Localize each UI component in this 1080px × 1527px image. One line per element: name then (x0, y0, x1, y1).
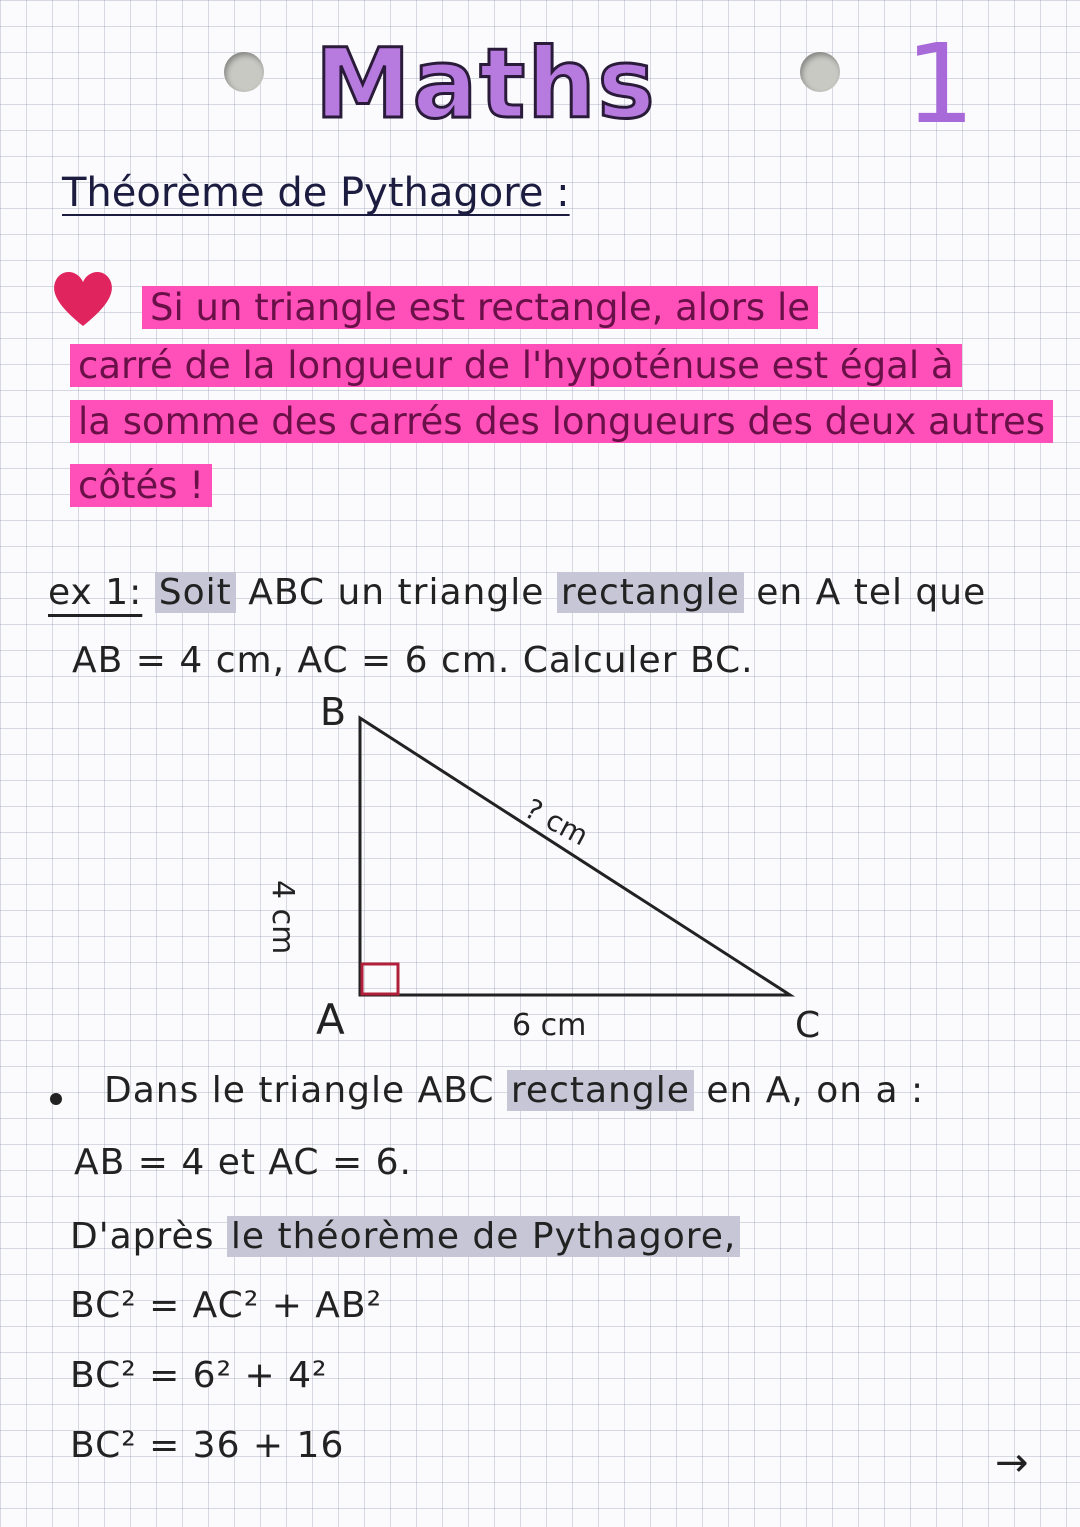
triangle-figure (300, 690, 840, 1050)
side-ac-label: 6 cm (512, 1008, 587, 1043)
side-ab-label: 4 cm (265, 880, 300, 955)
continue-arrow-icon: → (995, 1440, 1030, 1486)
exercise-soit: Soit (155, 572, 236, 613)
statement-line-3: la somme des carrés des longueurs des deux autres (70, 399, 1060, 445)
equation-3: BC² = 36 + 16 (70, 1425, 345, 1466)
solution-line-2: AB = 4 et AC = 6. (74, 1142, 412, 1183)
side-bc-label: ? cm (519, 792, 594, 853)
binder-hole-left (224, 52, 264, 92)
theorem-statement (70, 285, 1060, 509)
statement-line-4: côtés ! (70, 463, 1060, 509)
solution-line-3: D'après le théorème de Pythagore, (70, 1216, 740, 1257)
exercise-line-1: ex 1: Soit ABC un triangle rectangle en A tel que (48, 572, 987, 613)
equation-1: BC² = AC² + AB² (70, 1285, 383, 1326)
vertex-c-label: C (795, 1005, 821, 1046)
page-title: Maths (315, 28, 657, 140)
statement-line-2: carré de la longueur de l'hypoténuse est égal à (70, 343, 1060, 389)
equation-2: BC² = 6² + 4² (70, 1355, 328, 1396)
vertex-b-label: B (320, 690, 347, 734)
theorem-heading: Théorème de Pythagore : (62, 170, 570, 216)
vertex-a-label: A (316, 995, 345, 1044)
binder-hole-right (800, 52, 840, 92)
exercise-label: ex 1: (48, 572, 143, 613)
bullet (50, 1093, 62, 1105)
statement-line-1: Si un triangle est rectangle, alors le (70, 285, 1060, 331)
solution-line-1: Dans le triangle ABC rectangle en A, on a : (104, 1070, 925, 1111)
exercise-line-2: AB = 4 cm, AC = 6 cm. Calculer BC. (72, 640, 754, 681)
triangle-abc (360, 718, 790, 995)
page-number: 1 (905, 20, 975, 148)
right-angle-mark (362, 964, 398, 994)
